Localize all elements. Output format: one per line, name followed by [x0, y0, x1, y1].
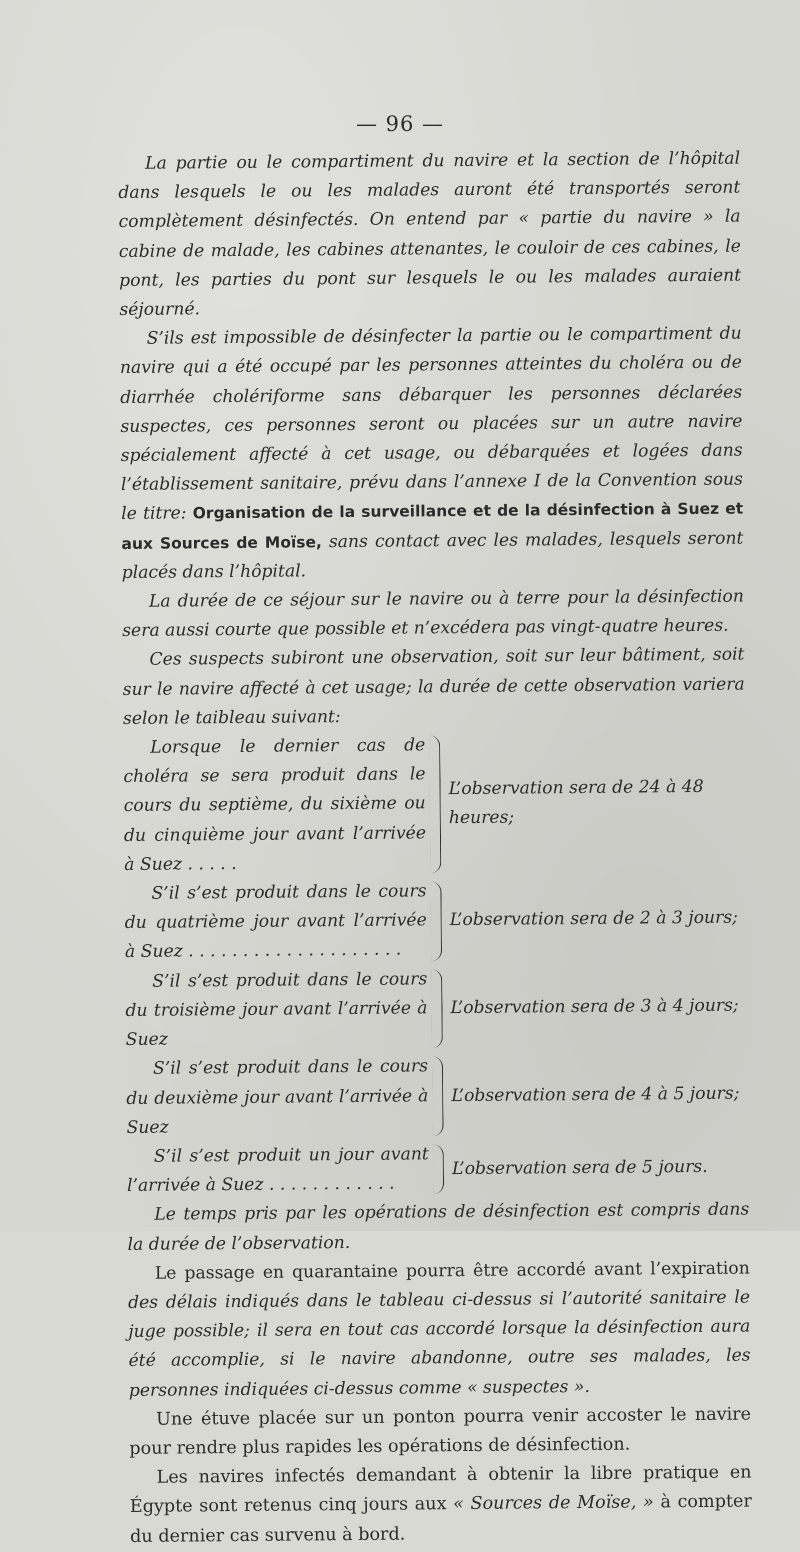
brace: [432, 1056, 444, 1136]
table-condition: S’il s’est produit dans le cours du deuxième jour avant l’arrivée à Suez: [126, 1056, 429, 1138]
paragraph-2-start: S’ils est impossible de désinfecter la partie ou le compartiment du navire qui a été occupé par les personnes atteintes du choléra ou de diarrhée cholériforme sans débarquer les personnes déclarées suspectes, ces personnes seront ou placées sur un autre navire spécialement affecté à cet usage, ou débarquées et logées dans l’établissement sanitaire, prévu dans l’annexe I de la Convention sous le titre:: [119, 323, 743, 525]
table-row: [123, 729, 746, 880]
table-result: L’observation sera de 2 à 3 jours;: [449, 907, 739, 931]
table-row: [127, 1137, 749, 1201]
table-row: [125, 962, 748, 1055]
paragraph-8-end: à compter du dernier cas survenu à bord.: [130, 1491, 752, 1547]
table-result: L’observation sera de 4 à 5 jours;: [451, 1083, 740, 1106]
paragraph-2-end: sans contact avec les malades, lesquels seront placés dans l’hôpital.: [121, 528, 744, 583]
paragraph-2-bold-title: Organisation de la surveillance et de la désinfection à Suez et aux Sources de Moïse,: [121, 499, 744, 553]
paragraph-3: La durée de ce séjour sur le navire ou à terre pour la désinfection sera aussi courte que possible et n’excédera pas vingt-quatre heures.: [122, 586, 745, 642]
paragraph-8-italic: « Sources de Moïse, »: [453, 1492, 654, 1515]
table-result: L’observation sera de 3 à 4 jours;: [450, 995, 739, 1019]
paragraph-5: Le temps pris par les opérations de désinfection est compris dans la durée de l’observation.: [127, 1199, 750, 1255]
paragraph-4: Ces suspects subiront une observation, soit sur leur bâtiment, soit sur le navire affecté à cet usage; la durée de cette observation variera selon le taibleau suivant:: [122, 645, 745, 729]
table-row: [126, 1050, 749, 1143]
paragraph-6-end: des délais indiqués dans le tableau ci-dessus si l’autorité sanitaire le juge possible; il sera en tout cas accordé lorsque la désinfection aura été accomplie, si le navire abandonne, outre ses malades, les personnes indiquées ci-dessus comme « suspectes ».: [127, 1287, 751, 1401]
paragraph-8-start: Les navires infectés demandant à obtenir la libre pratique en Égypte sont retenus cinq jours aux: [129, 1462, 752, 1518]
paragraph-6-start: Le passage en quarantaine pourra être accordé avant l’expiration: [154, 1258, 750, 1284]
table-row: [124, 875, 747, 968]
paragraph-8: [129, 1459, 752, 1552]
table-result: L’observation sera de 5 jours.: [451, 1156, 708, 1179]
table-condition: S’il s’est produit un jour avant l’arrivée à Suez . . . . . . . . . . . .: [126, 1144, 429, 1197]
paragraph-1: La partie ou le compartiment du navire et la section de l’hôpital dans lesquels le ou les malades auront été transportés seront complètement désinfectés. On entend par « partie du navire » la cabine de malade, les cabines attenantes, le couloir de ces cabines, le pont, les parties du pont sur lesquels le ou les malades auraient séjourné.: [118, 148, 742, 321]
table-condition: S’il s’est produit dans le cours du quatrième jour avant l’arrivée à Suez . . . . . . . . . . . . . . . . . . . .: [124, 881, 427, 963]
brace: [430, 881, 442, 961]
body-text: [118, 145, 752, 1552]
table-condition: Lorsque le dernier cas de choléra se sera produit dans le cours du septième, du sixième ou du cinquième jour avant l’arrivée à Suez . . . . .: [123, 735, 427, 875]
table-condition: S’il s’est produit dans le cours du troisième jour avant l’arrivée à Suez: [125, 969, 428, 1051]
page-number: — 96 —: [355, 112, 445, 136]
paragraph-7: Une étuve placée sur un ponton pourra venir accoster le navire pour rendre plus rapides les opérations de désinfection.: [129, 1404, 752, 1459]
table-result: L’observation sera de 24 à 48 heures;: [448, 776, 704, 829]
brace: [431, 969, 443, 1049]
brace: [429, 735, 441, 873]
paragraph-6: [128, 1254, 751, 1405]
observation-table: [123, 729, 749, 1202]
paragraph-2: [120, 320, 744, 588]
brace: [433, 1144, 444, 1195]
